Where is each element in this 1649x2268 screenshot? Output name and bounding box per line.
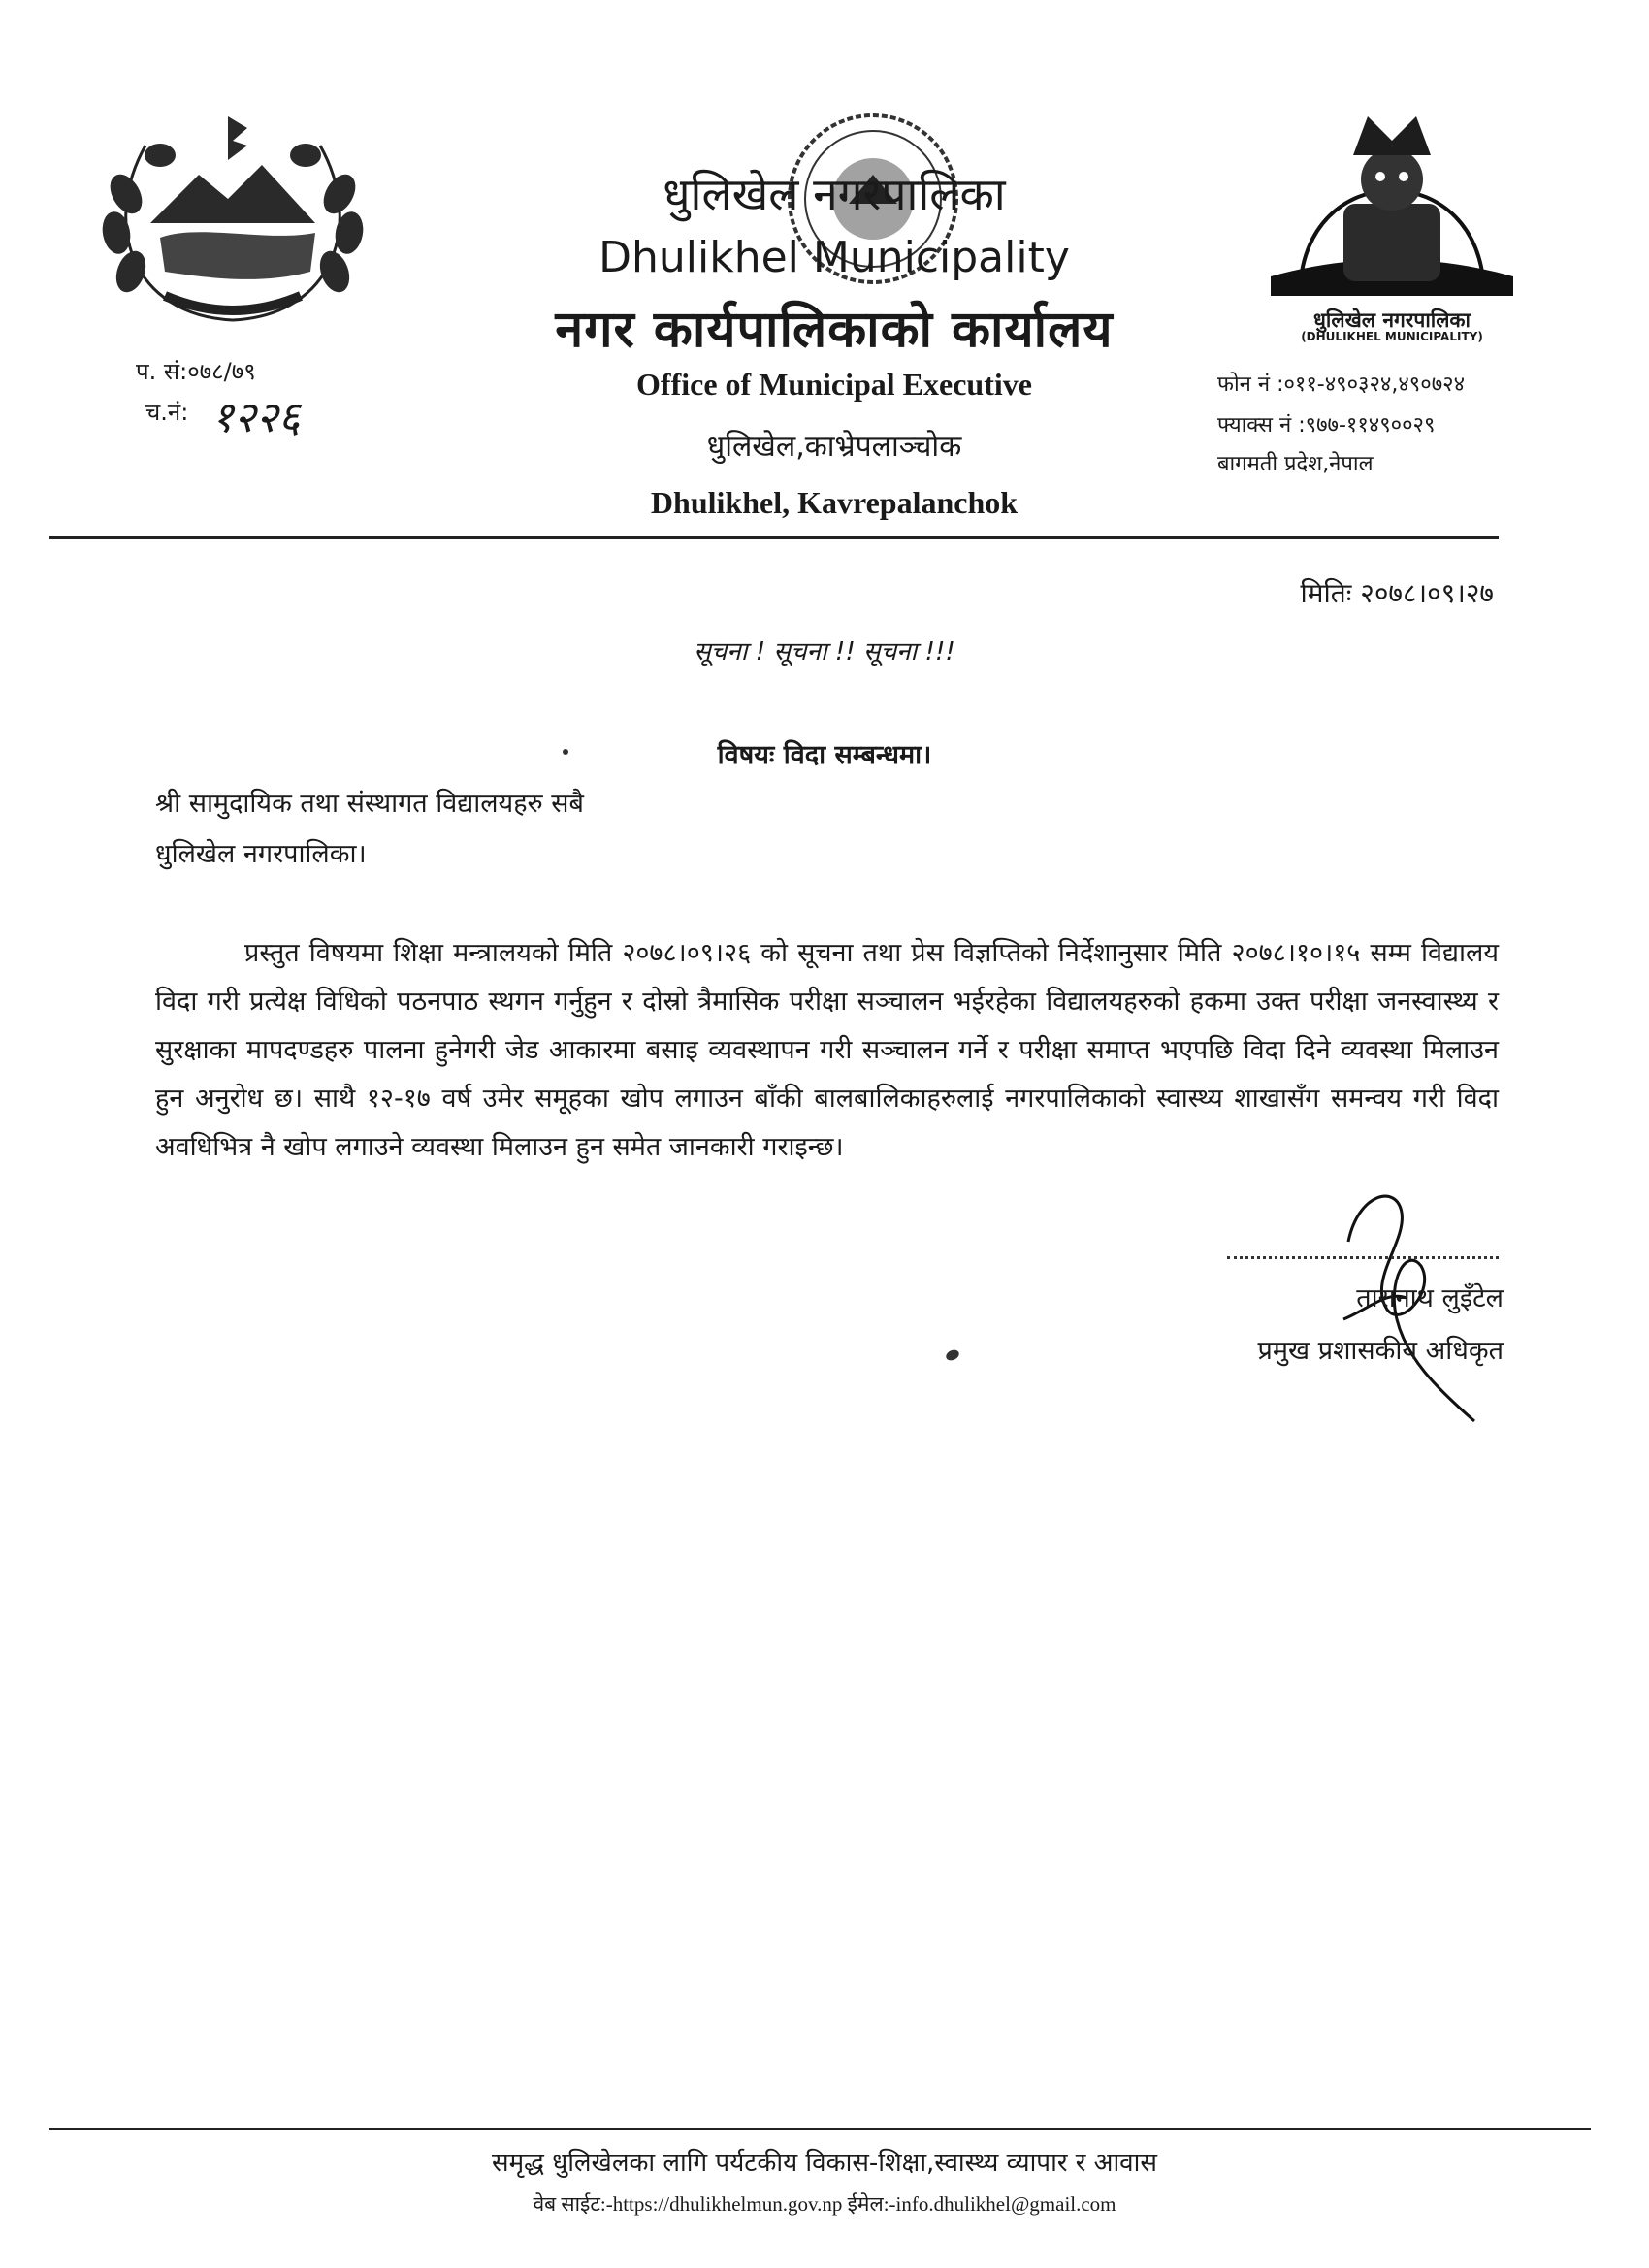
scan-speck bbox=[563, 749, 568, 755]
signatory-name: तारानाथ लुइँटेल bbox=[1356, 1283, 1504, 1313]
logo-caption-nepali: धुलिखेल नगरपालिका bbox=[1313, 308, 1471, 332]
signatory-title: प्रमुख प्रशासकीय अधिकृत bbox=[1257, 1336, 1504, 1366]
contact-province: बागमती प्रदेश,नेपाल bbox=[1217, 452, 1374, 476]
letter-subject: विषयः विदा सम्बन्धमा। bbox=[717, 740, 932, 770]
notice-heading: सूचना ! सूचना !! सूचना !!! bbox=[694, 637, 955, 666]
chalani-number-handwritten: १२२६ bbox=[211, 393, 301, 442]
footer-divider bbox=[48, 2128, 1591, 2130]
contact-phone: फोन नं :०११-४९०३२४,४९०७२४ bbox=[1217, 373, 1466, 397]
footer-slogan: समृद्ध धुलिखेलका लागि पर्यटकीय विकास-शिक्षा,स्वास्थ्य व्यापार र आवास bbox=[492, 2149, 1157, 2178]
recipient-line-1: श्री सामुदायिक तथा संस्थागत विद्यालयहरु सबै bbox=[155, 789, 584, 819]
recipient-line-2: धुलिखेल नगरपालिका। bbox=[155, 839, 367, 869]
patra-sankhya: प. सं:०७८/७९ bbox=[136, 358, 256, 385]
place-english: Dhulikhel, Kavrepalanchok bbox=[650, 485, 1018, 520]
footer-web-email: वेब साईट:-https://dhulikhelmun.gov.np ईमेल:-info.dhulikhel@gmail.com bbox=[533, 2192, 1116, 2216]
scan-speck bbox=[945, 1348, 961, 1363]
office-name-nepali: नगर कार्यपालिकाको कार्यालय bbox=[555, 301, 1114, 359]
nepal-emblem-logo bbox=[92, 107, 373, 330]
office-name-english: Office of Municipal Executive bbox=[636, 367, 1032, 402]
logo-caption-english: (DHULIKHEL MUNICIPALITY) bbox=[1301, 330, 1483, 343]
contact-fax: फ्याक्स नं :९७७-११४९००२९ bbox=[1217, 413, 1436, 437]
letter-body: प्रस्तुत विषयमा शिक्षा मन्त्रालयको मिति २०७८।०९।२६ को सूचना तथा प्रेस विज्ञप्तिको निर्देशानुसार मिति २०७८।१०।१५ सम्म विद्यालय विदा गरी प्रत्येक्ष विधिको पठनपाठ स्थगन गर्नुहुन र दोस्रो त्रैमासिक परीक्षा सञ्चालन भईरहेका विद्यालयहरुको हकमा उक्त परीक्षा जनस्वास्थ्य र सुरक्षाका मापदण्डहरु पालना हुनेगरी जेड आकारमा बसाइ व्यवस्थापन गरी सञ्चालन गर्ने र परीक्षा समाप्त भएपछि विदा दिने व्यवस्था मिलाउन हुन अनुरोध छ। साथै १२-१७ वर्ष उमेर समूहका खोप लगाउन बाँकी बालबालिकाहरुलाई नगरपालिकाको स्वास्थ्य शाखासँग समन्वय गरी विदा अवधिभित्र नै खोप लगाउने व्यवस्था मिलाउन हुन समेत जानकारी गराइन्छ। bbox=[155, 938, 1499, 1162]
place-nepali: धुलिखेल,काभ्रेपलाञ्चोक bbox=[706, 430, 962, 464]
dhulikhel-municipality-logo bbox=[1261, 97, 1523, 306]
signature-line bbox=[1227, 1256, 1499, 1259]
letter-date: मितिः २०७८।०९।२७ bbox=[1300, 577, 1494, 609]
municipality-name-nepali: धुलिखेल नगरपालिका bbox=[663, 168, 1006, 220]
chalani-label: च.नं: bbox=[146, 399, 189, 426]
municipality-name-english: Dhulikhel Municipality bbox=[598, 233, 1070, 282]
header-divider bbox=[48, 536, 1499, 539]
